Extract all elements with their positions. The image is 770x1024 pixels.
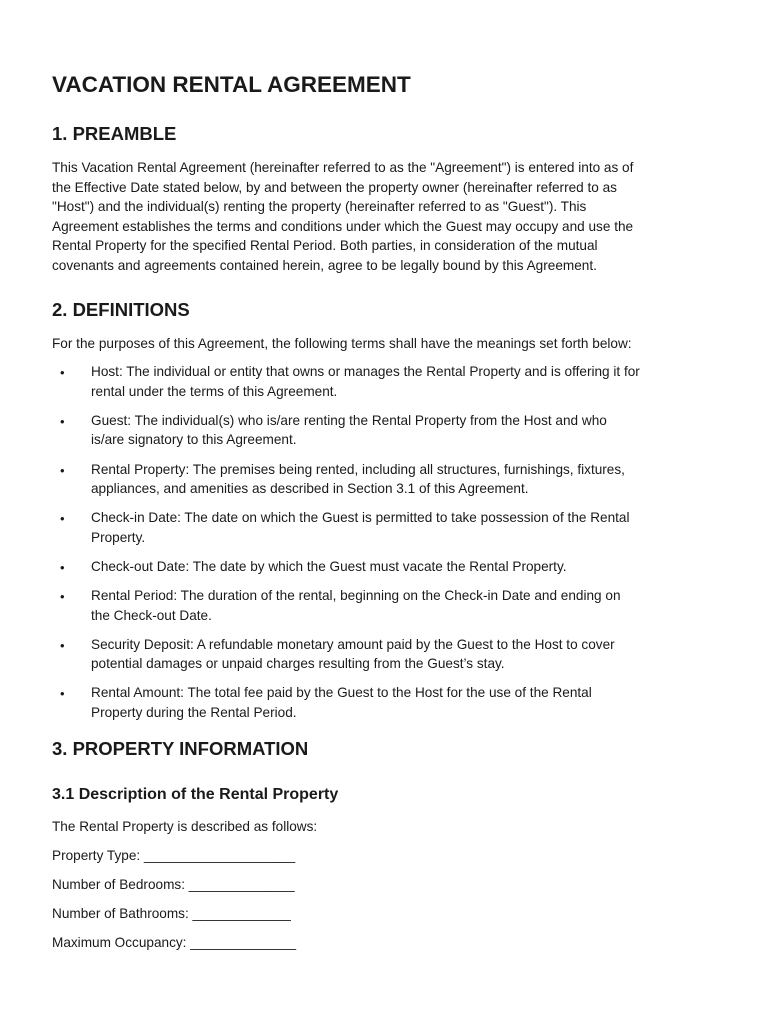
bullet-icon: • xyxy=(60,686,65,702)
document-title: VACATION RENTAL AGREEMENT xyxy=(52,72,411,97)
preamble-line: Agreement establishes the terms and conditions under which the Guest may occupy and use the xyxy=(52,218,634,234)
bullet-icon: • xyxy=(60,365,65,381)
preamble-line: the Effective Date stated below, by and between the property owner (hereinafter referred to as xyxy=(52,179,617,195)
definition-text: Guest: The individual(s) who is/are renting the Rental Property from the Host and who xyxy=(91,412,607,428)
definition-text: Check-out Date: The date by which the Guest must vacate the Rental Property. xyxy=(91,558,567,574)
preamble-heading: 1. PREAMBLE xyxy=(52,123,177,144)
definition-text: Property. xyxy=(91,529,146,545)
definition-text: Rental Property: The premises being rented, including all structures, furnishings, fixtures, xyxy=(91,461,625,477)
description-subheading: 3.1 Description of the Rental Property xyxy=(52,785,339,803)
definition-text: Host: The individual or entity that owns or manages the Rental Property and is offering it for xyxy=(91,364,640,380)
definition-text: appliances, and amenities as described in Section 3.1 of this Agreement. xyxy=(91,481,529,497)
definitions-heading: 2. DEFINITIONS xyxy=(52,298,190,320)
definition-text: rental under the terms of this Agreement. xyxy=(91,383,338,399)
bullet-icon: • xyxy=(60,559,65,575)
bedrooms-field: Number of Bedrooms: ______________ xyxy=(52,876,295,892)
preamble-line: Rental Property for the specified Rental Period. Both parties, in consideration of the mutual xyxy=(52,238,598,254)
bullet-icon: • xyxy=(60,589,65,604)
definition-item-guest xyxy=(52,411,718,450)
definition-item-check-in-date xyxy=(52,508,718,547)
definition-text: Property during the Rental Period. xyxy=(91,704,297,720)
definition-text: Rental Period: The duration of the rental, beginning on the Check-in Date and ending on xyxy=(91,588,621,603)
property-type-field: Property Type: ____________________ xyxy=(52,847,296,863)
preamble-line: "Host") and the individual(s) renting the property (hereinafter referred to as "Guest"). This xyxy=(52,199,587,215)
definition-item-check-out-date xyxy=(52,557,718,577)
definition-item-host xyxy=(52,362,718,401)
definition-item-rental-property xyxy=(52,460,718,499)
definitions-intro: For the purposes of this Agreement, the following terms shall have the meanings set forth below: xyxy=(52,335,632,351)
definition-text: potential damages or unpaid charges resulting from the Guest’s stay. xyxy=(91,656,505,672)
max-occupancy-field: Maximum Occupancy: ______________ xyxy=(52,934,297,950)
definition-text: Security Deposit: A refundable monetary amount paid by the Guest to the Host to cover xyxy=(91,636,615,652)
definition-text: is/are signatory to this Agreement. xyxy=(91,432,297,448)
bathrooms-field: Number of Bathrooms: _____________ xyxy=(52,905,291,921)
definition-text: Rental Amount: The total fee paid by the Guest to the Host for the use of the Rental xyxy=(91,685,592,701)
bullet-icon: • xyxy=(60,637,65,653)
definition-item-rental-period xyxy=(52,586,718,625)
described-as-text: The Rental Property is described as follows: xyxy=(52,818,318,834)
bullet-icon: • xyxy=(60,413,65,429)
property-information-heading: 3. PROPERTY INFORMATION xyxy=(52,737,309,759)
bullet-icon: • xyxy=(60,511,65,527)
preamble-line: This Vacation Rental Agreement (hereinafter referred to as the "Agreement") is entered into as of xyxy=(52,160,634,175)
definitions-list xyxy=(52,362,718,722)
preamble-line: covenants and agreements contained herein, agree to be legally bound by this Agreement. xyxy=(52,257,597,273)
definition-item-rental-amount xyxy=(52,683,718,722)
definition-text: the Check-out Date. xyxy=(91,607,212,623)
bullet-icon: • xyxy=(60,462,65,478)
preamble-paragraph xyxy=(52,158,718,276)
definition-text: Check-in Date: The date on which the Guest is permitted to take possession of the Rental xyxy=(91,510,630,526)
definition-item-security-deposit xyxy=(52,635,718,674)
